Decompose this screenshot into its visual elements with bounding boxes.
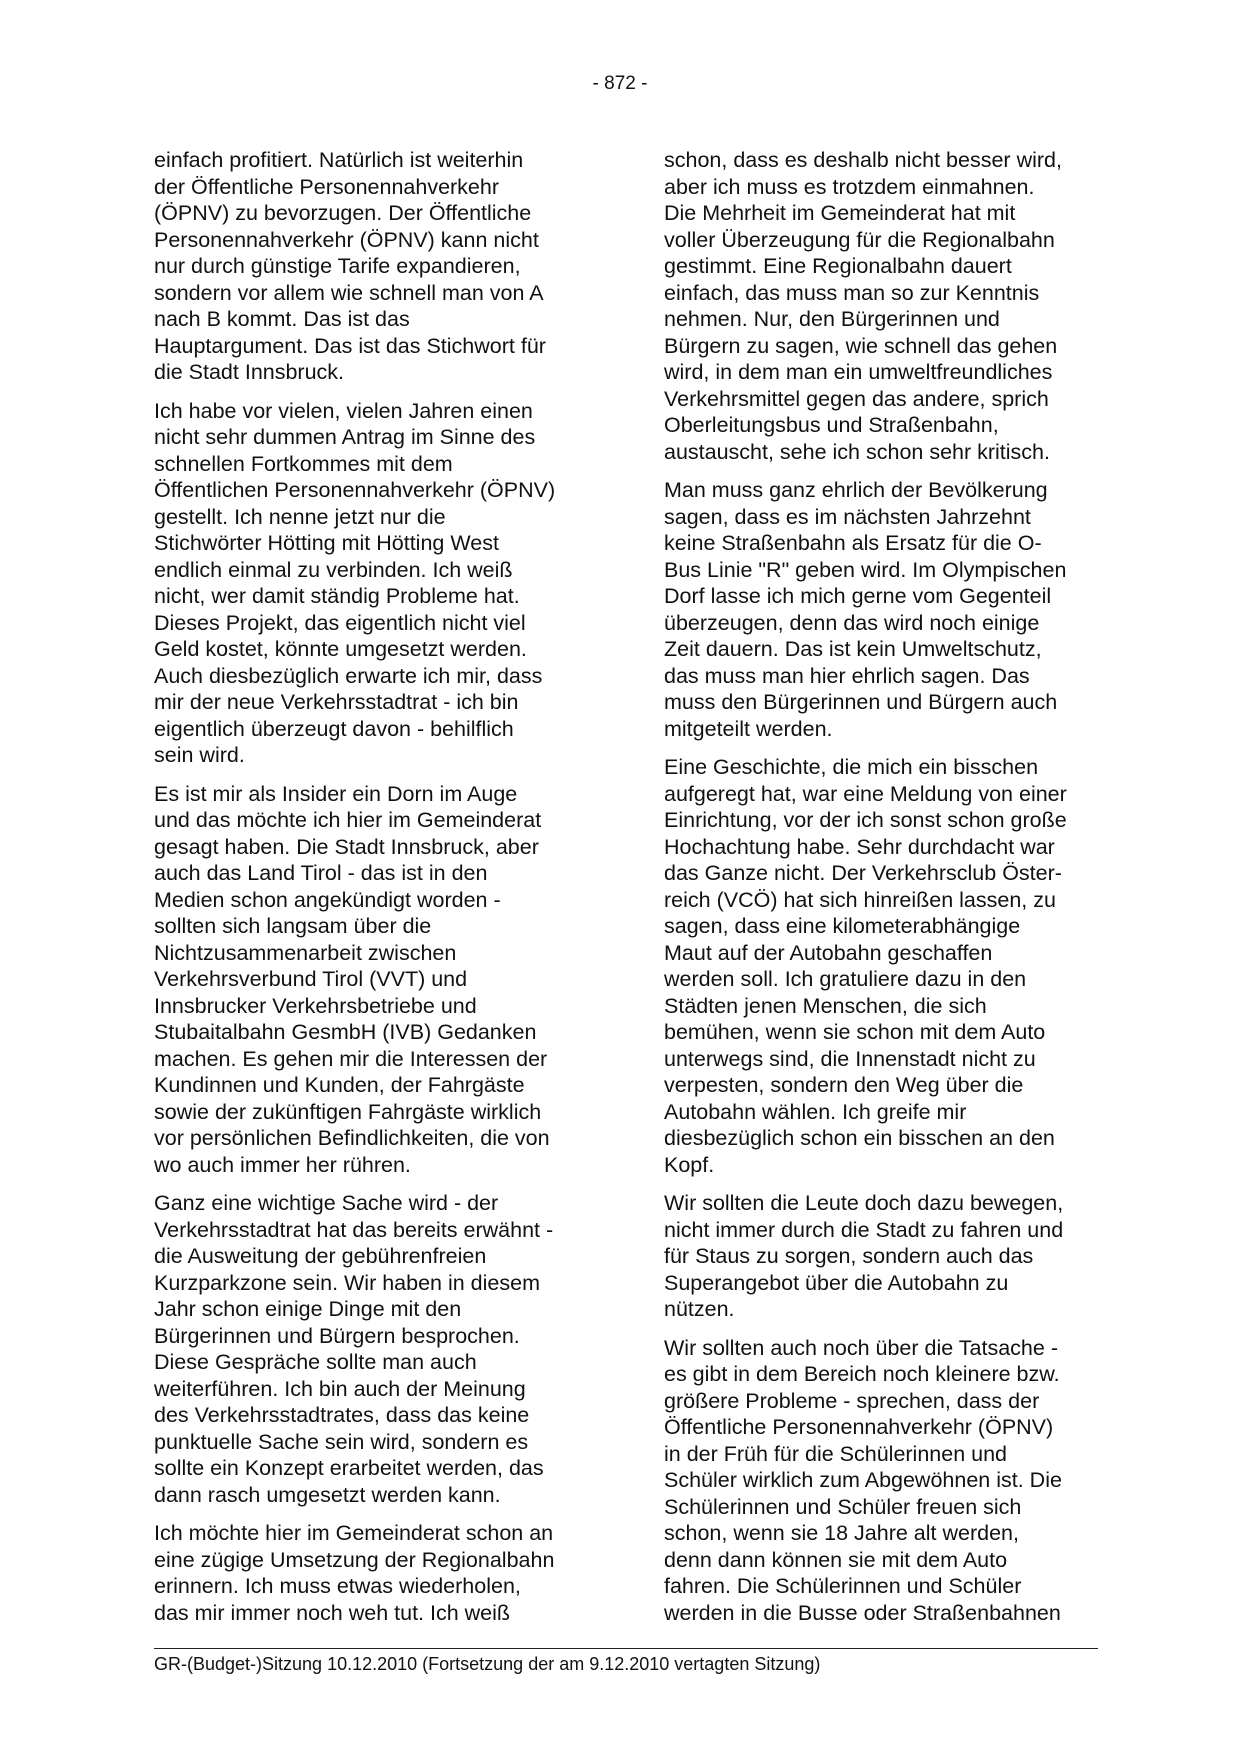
text-line: Wir sollten die Leute doch dazu bewegen, <box>664 1191 1064 1215</box>
text-line: nur durch günstige Tarife expandieren, <box>154 254 521 278</box>
paragraph <box>664 147 1104 465</box>
text-line: schon, dass es deshalb nicht besser wird, <box>664 148 1062 172</box>
text-line: Kopf. <box>664 1152 715 1177</box>
text-line: Einrichtung, vor der ich sonst schon große <box>664 808 1067 832</box>
text-line: Bürgerinnen und Bürgern besprochen. <box>154 1323 520 1348</box>
text-line: Bürgern zu sagen, wie schnell das gehen <box>664 333 1058 358</box>
text-line: endlich einmal zu verbinden. Ich weiß <box>154 557 513 582</box>
text-line: Man muss ganz ehrlich der Bevölkerung <box>664 478 1048 502</box>
text-line: Zeit dauern. Das ist kein Umweltschutz, <box>664 637 1042 661</box>
text-line: größere Probleme - sprechen, dass der <box>664 1388 1040 1413</box>
text-line: Hauptargument. Das ist das Stichwort für <box>154 333 546 358</box>
text-line: sagen, dass es im nächsten Jahrzehnt <box>664 504 1031 529</box>
text-line: Ich habe vor vielen, vielen Jahren einen <box>154 398 533 423</box>
text-line: wo auch immer her rühren. <box>154 1152 411 1177</box>
text-line: Ich möchte hier im Gemeinderat schon an <box>154 1521 554 1545</box>
paragraph <box>154 1190 594 1508</box>
text-line: Verkehrsverbund Tirol (VVT) und <box>154 967 468 991</box>
text-line: das muss man hier ehrlich sagen. Das <box>664 663 1030 688</box>
text-line: Auch diesbezüglich erwarte ich mir, dass <box>154 663 543 688</box>
text-line: aufgeregt hat, war eine Meldung von einer <box>664 781 1067 806</box>
text-line: Eine Geschichte, die mich ein bisschen <box>664 755 1039 779</box>
text-line: mir der neue Verkehrsstadtrat - ich bin <box>154 690 519 714</box>
text-line: Dorf lasse ich mich gerne vom Gegenteil <box>664 584 1052 608</box>
text-line: und das möchte ich hier im Gemeinderat <box>154 808 542 832</box>
page-number: - 872 - <box>592 73 648 94</box>
text-line: Innsbrucker Verkehrsbetriebe und <box>154 993 477 1018</box>
text-line: die Stadt Innsbruck. <box>154 360 345 384</box>
text-line: sein wird. <box>154 743 245 767</box>
text-line: punktuelle Sache sein wird, sondern es <box>154 1429 529 1454</box>
text-line: schnellen Fortkommes mit dem <box>154 451 453 476</box>
text-line: gestellt. Ich nenne jetzt nur die <box>154 504 446 529</box>
text-line: des Verkehrsstadtrates, dass das keine <box>154 1403 530 1427</box>
text-line: sollten sich langsam über die <box>154 914 432 938</box>
text-line: Autobahn wählen. Ich greife mir <box>664 1099 967 1124</box>
text-line: diesbezüglich schon ein bisschen an den <box>664 1126 1055 1150</box>
text-line: Nichtzusammenarbeit zwischen <box>154 940 457 965</box>
text-line: mitgeteilt werden. <box>664 716 833 741</box>
text-line: Medien schon angekündigt worden - <box>154 887 501 912</box>
text-line: das mir immer noch weh tut. Ich weiß <box>154 1600 511 1625</box>
text-line: weiterführen. Ich bin auch der Meinung <box>154 1376 526 1401</box>
text-line: Dieses Projekt, das eigentlich nicht viel <box>154 610 526 635</box>
footer-divider <box>154 1648 1098 1649</box>
text-line: Schülerinnen und Schüler freuen sich <box>664 1494 1022 1519</box>
text-line: denn dann können sie mit dem Auto <box>664 1547 1008 1572</box>
text-line: fahren. Die Schülerinnen und Schüler <box>664 1574 1022 1598</box>
text-line: nicht sehr dummen Antrag im Sinne des <box>154 425 536 449</box>
text-line: überzeugen, denn das wird noch einige <box>664 610 1040 635</box>
text-line: Ganz eine wichtige Sache wird - der <box>154 1191 499 1215</box>
text-line: wird, in dem man ein umweltfreundliches <box>664 360 1053 384</box>
text-line: auch das Land Tirol - das ist in den <box>154 861 488 885</box>
text-line: sondern vor allem wie schnell man von A <box>154 280 544 305</box>
text-line: Kurzparkzone sein. Wir haben in diesem <box>154 1270 540 1295</box>
text-line: Öffentliche Personennahverkehr (ÖPNV) <box>664 1415 1054 1439</box>
text-line: sowie der zukünftigen Fahrgäste wirklich <box>154 1099 542 1124</box>
text-line: nicht immer durch die Stadt zu fahren und <box>664 1217 1064 1242</box>
text-line: es gibt in dem Bereich noch kleinere bzw. <box>664 1362 1060 1386</box>
text-line: in der Früh für die Schülerinnen und <box>664 1441 1008 1466</box>
text-line: Oberleitungsbus und Straßenbahn, <box>664 413 999 437</box>
footer-text: GR-(Budget-)Sitzung 10.12.2010 (Fortsetzung der am 9.12.2010 vertagten Sitzung) <box>154 1654 821 1674</box>
text-line: eigentlich überzeugt davon - behilflich <box>154 716 514 741</box>
text-line: Die Mehrheit im Gemeinderat hat mit <box>664 201 1016 225</box>
text-line: keine Straßenbahn als Ersatz für die O- <box>664 531 1042 555</box>
text-line: Verkehrsstadtrat hat das bereits erwähnt - <box>154 1217 554 1242</box>
text-line: austauscht, sehe ich schon sehr kritisch. <box>664 439 1050 464</box>
text-line: Maut auf der Autobahn geschaffen <box>664 940 993 965</box>
text-line: Es ist mir als Insider ein Dorn im Auge <box>154 781 518 806</box>
text-line: schon, wenn sie 18 Jahre alt werden, <box>664 1521 1019 1545</box>
text-line: Öffentlichen Personennahverkehr (ÖPNV) <box>154 478 556 502</box>
text-line: gestimmt. Eine Regionalbahn dauert <box>664 254 1012 278</box>
text-line: Superangebot über die Autobahn zu <box>664 1270 1009 1295</box>
text-line: verpesten, sondern den Weg über die <box>664 1073 1024 1097</box>
text-line: Stubaitalbahn GesmbH (IVB) Gedanken <box>154 1020 537 1044</box>
text-line: muss den Bürgerinnen und Bürgern auch <box>664 690 1058 714</box>
text-line: Diese Gespräche sollte man auch <box>154 1350 477 1374</box>
text-line: erinnern. Ich muss etwas wiederholen, <box>154 1574 521 1598</box>
text-line: unterwegs sind, die Innenstadt nicht zu <box>664 1046 1036 1071</box>
text-line: Hochachtung habe. Sehr durchdacht war <box>664 834 1055 859</box>
text-line: voller Überzeugung für die Regionalbahn <box>664 227 1055 252</box>
text-line: Bus Linie "R" geben wird. Im Olympischen <box>664 557 1067 582</box>
text-line: bemühen, wenn sie schon mit dem Auto <box>664 1020 1046 1044</box>
text-line: (ÖPNV) zu bevorzugen. Der Öffentliche <box>154 201 532 225</box>
text-line: dann rasch umgesetzt werden kann. <box>154 1482 501 1507</box>
text-line: einfach, das muss man so zur Kenntnis <box>664 280 1040 305</box>
text-line: Stichwörter Hötting mit Hötting West <box>154 531 499 555</box>
text-line: nehmen. Nur, den Bürgerinnen und <box>664 307 1000 331</box>
text-line: Jahr schon einige Dinge mit den <box>154 1297 462 1321</box>
text-line: für Staus zu sorgen, sondern auch das <box>664 1244 1034 1268</box>
paragraph <box>664 1190 1104 1323</box>
text-line: werden soll. Ich gratuliere dazu in den <box>664 967 1027 991</box>
paragraph <box>154 398 594 769</box>
text-line: werden in die Busse oder Straßenbahnen <box>664 1600 1061 1625</box>
text-line: nützen. <box>664 1297 735 1321</box>
paragraph <box>154 781 594 1179</box>
right-column <box>664 147 1104 1638</box>
text-line: nicht, wer damit ständig Probleme hat. <box>154 584 520 608</box>
paragraph <box>664 1335 1104 1627</box>
paragraph <box>154 1520 594 1626</box>
text-line: der Öffentliche Personennahverkehr <box>154 174 500 199</box>
text-line: gesagt haben. Die Stadt Innsbruck, aber <box>154 834 539 859</box>
text-line: Schüler wirklich zum Abgewöhnen ist. Die <box>664 1468 1062 1492</box>
text-line: Geld kostet, könnte umgesetzt werden. <box>154 637 527 661</box>
paragraph <box>154 147 594 386</box>
text-line: die Ausweitung der gebührenfreien <box>154 1244 487 1268</box>
text-line: machen. Es gehen mir die Interessen der <box>154 1046 548 1071</box>
text-line: Wir sollten auch noch über die Tatsache - <box>664 1335 1058 1360</box>
left-column <box>154 147 594 1638</box>
text-line: Personennahverkehr (ÖPNV) kann nicht <box>154 227 539 252</box>
text-line: Verkehrsmittel gegen das andere, sprich <box>664 386 1049 411</box>
paragraph <box>664 754 1104 1178</box>
text-line: Städten jenen Menschen, die sich <box>664 993 987 1018</box>
text-line: nach B kommt. Das ist das <box>154 307 410 331</box>
paragraph <box>664 477 1104 742</box>
text-line: sagen, dass eine kilometerabhängige <box>664 914 1021 938</box>
text-line: Kundinnen und Kunden, der Fahrgäste <box>154 1073 525 1097</box>
text-line: einfach profitiert. Natürlich ist weiterhin <box>154 148 524 172</box>
text-line: aber ich muss es trotzdem einmahnen. <box>664 174 1035 199</box>
text-line: sollte ein Konzept erarbeitet werden, das <box>154 1456 544 1480</box>
text-line: vor persönlichen Befindlichkeiten, die von <box>154 1126 550 1150</box>
text-line: reich (VCÖ) hat sich hinreißen lassen, zu <box>664 887 1056 912</box>
text-line: eine zügige Umsetzung der Regionalbahn <box>154 1547 555 1572</box>
text-line: das Ganze nicht. Der Verkehrsclub Öster- <box>664 861 1062 885</box>
